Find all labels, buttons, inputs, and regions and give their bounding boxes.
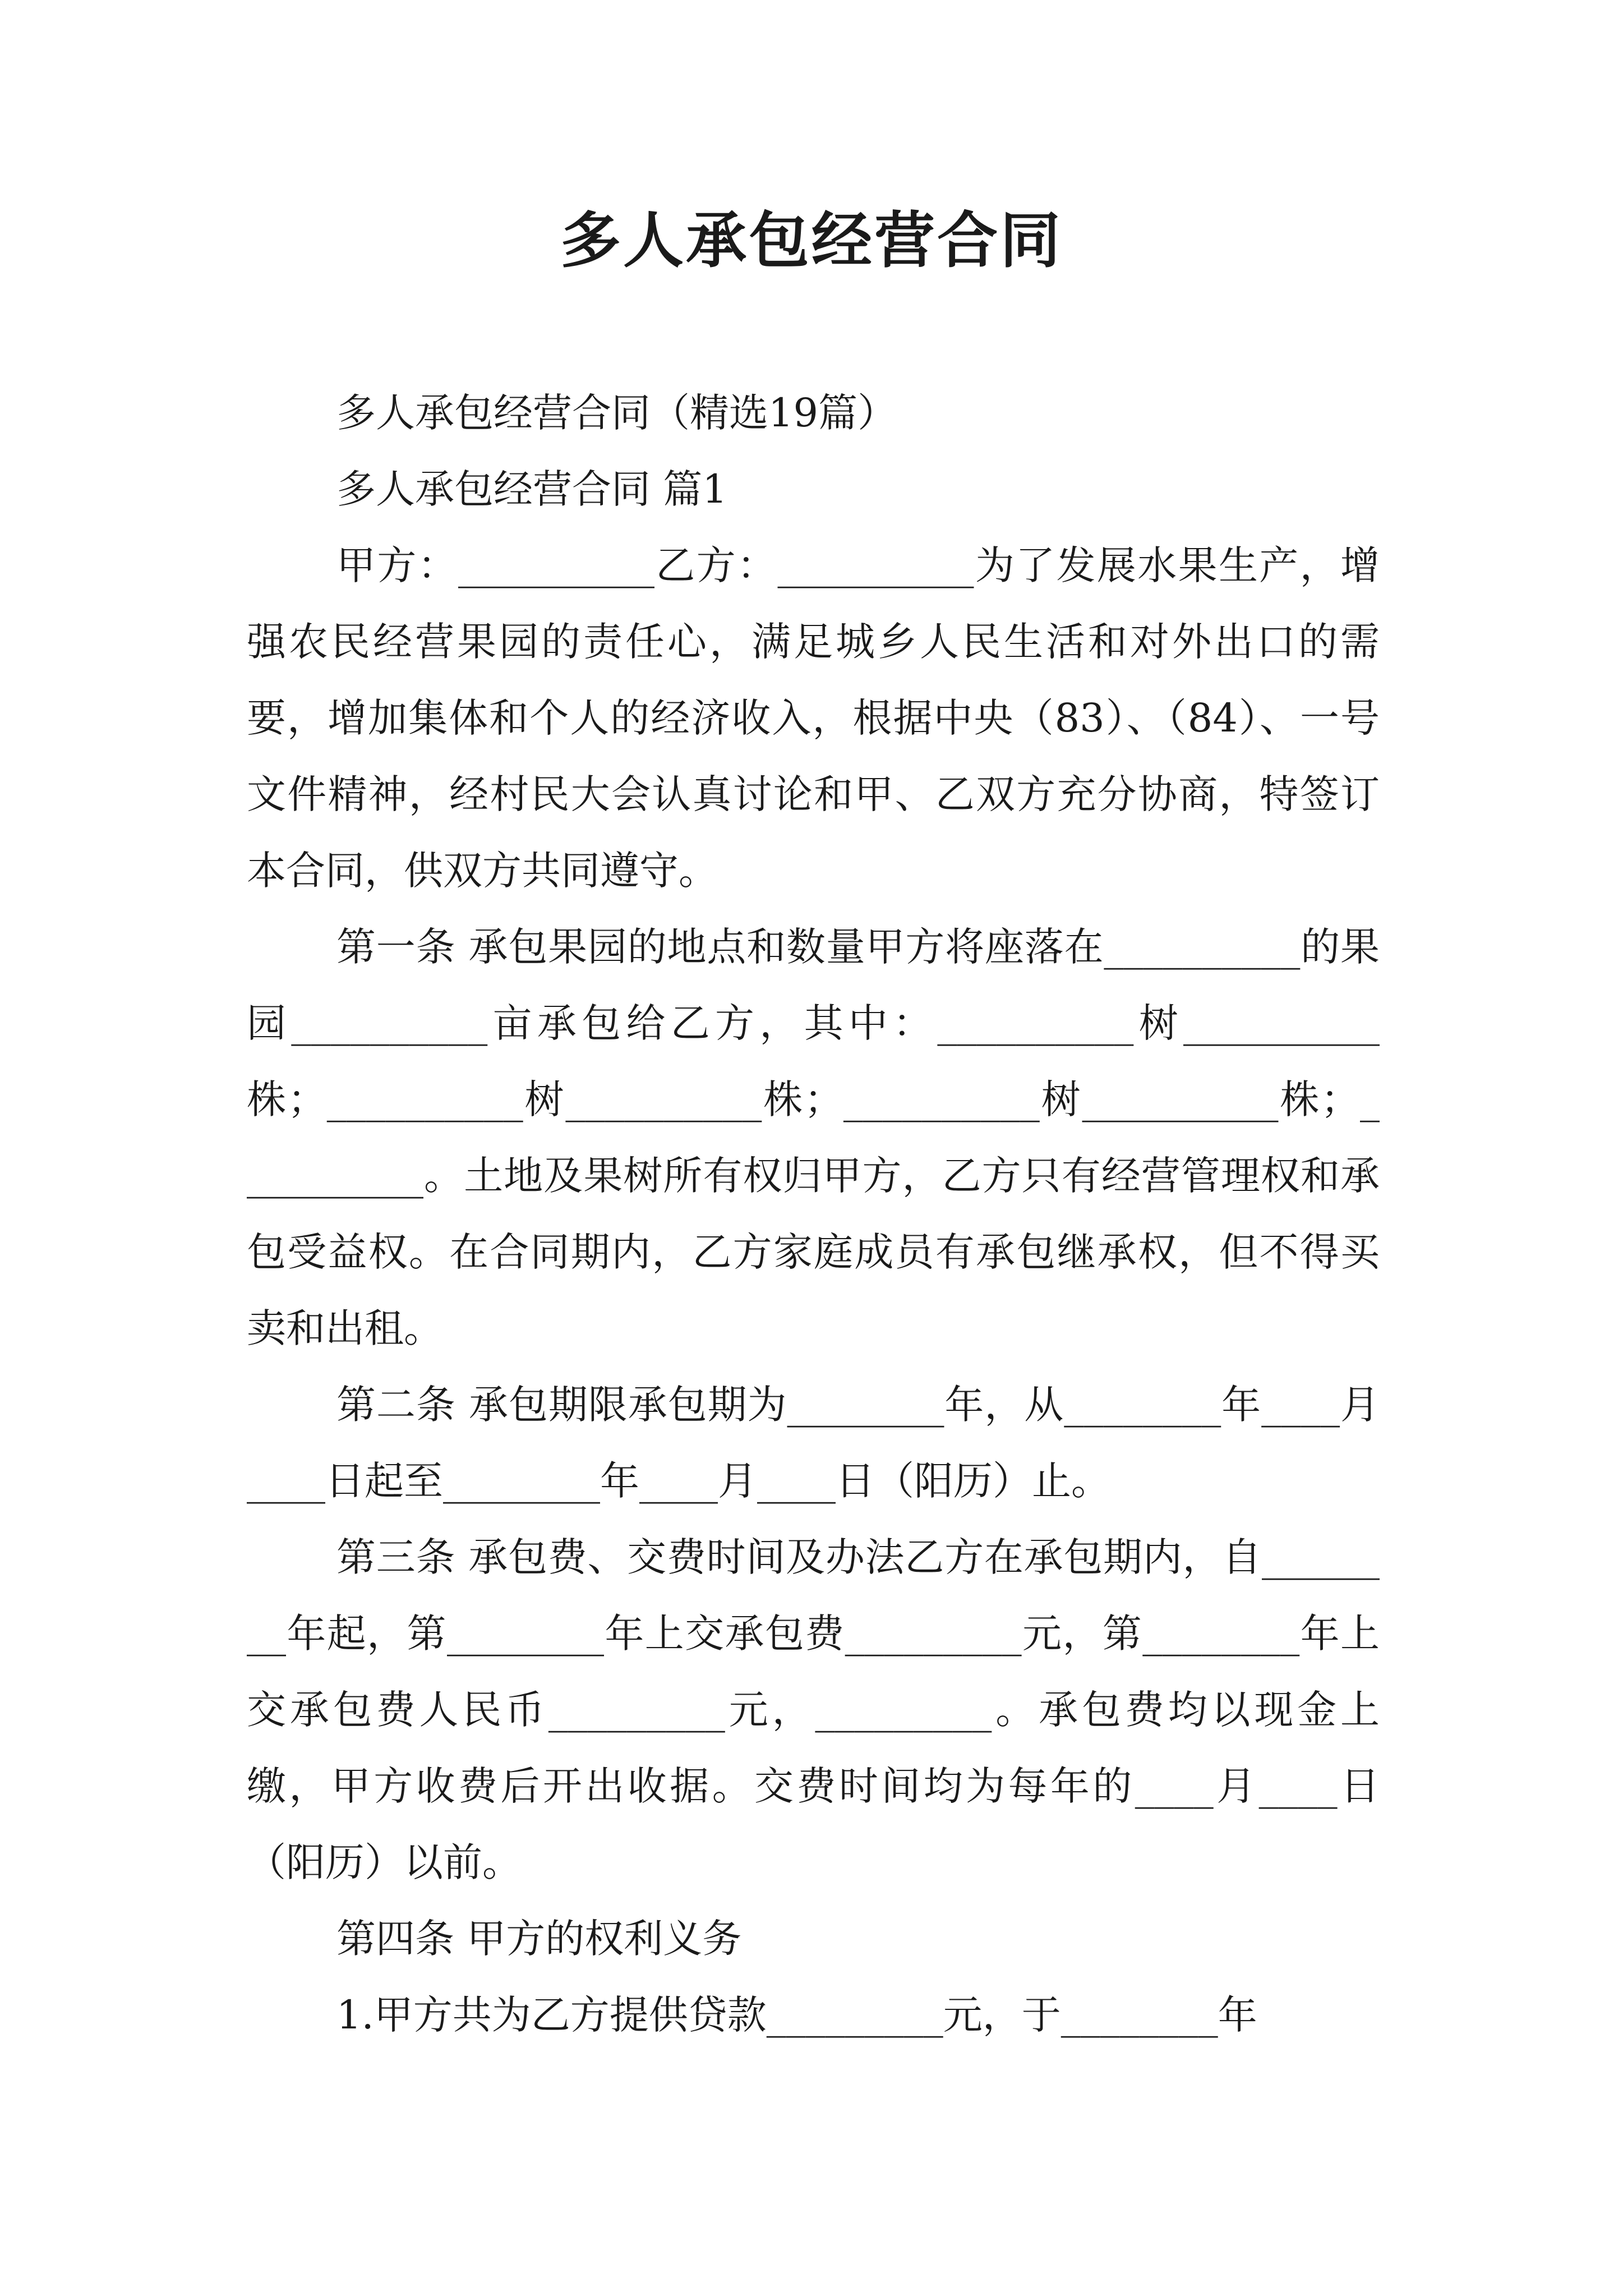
document-subtitle: 多人承包经营合同（精选19篇）	[336, 390, 897, 436]
paragraph-article-3: 第三条 承包费、交费时间及办法乙方在承包期内，自________年起，第________年上交承包费_________元，第________年上交承包费人民币_________元，_________。承包费均以现金上缴，甲方收费后开出收据。交费时间均为每年的____月____日（阳历）以前。	[247, 1534, 1380, 1885]
document-body	[247, 375, 1380, 2053]
section-heading: 多人承包经营合同 篇1	[336, 466, 727, 512]
paragraph-article-4-heading: 第四条 甲方的权利义务	[336, 1916, 742, 1962]
paragraph-article-2: 第二条 承包期限承包期为________年，从________年____月____日起至________年____月____日（阳历）止。	[247, 1382, 1380, 1504]
document-title: 多人承包经营合同	[560, 206, 1063, 276]
paragraph-preamble: 甲方：__________乙方：__________为了发展水果生产，增强农民经营果园的责任心，满足城乡人民生活和对外出口的需要，增加集体和个人的经济收入，根据中央（83）、（84）、一号文件精神，经村民大会认真讨论和甲、乙双方充分协商，特签订本合同，供双方共同遵守。	[247, 542, 1380, 894]
paragraph-article-4-item-1: 1.甲方共为乙方提供贷款_________元，于________年	[336, 1992, 1257, 2038]
paragraph-article-1: 第一条 承包果园的地点和数量甲方将座落在__________的果园__________亩承包给乙方，其中：__________树__________株；__________树__________株；__________树__________株；__________。土地及果树所有权归甲方，乙方只有经营管理权和承包受益权。在合同期内，乙方家庭成员有承包继承权，但不得买卖和出租。	[247, 924, 1380, 1351]
